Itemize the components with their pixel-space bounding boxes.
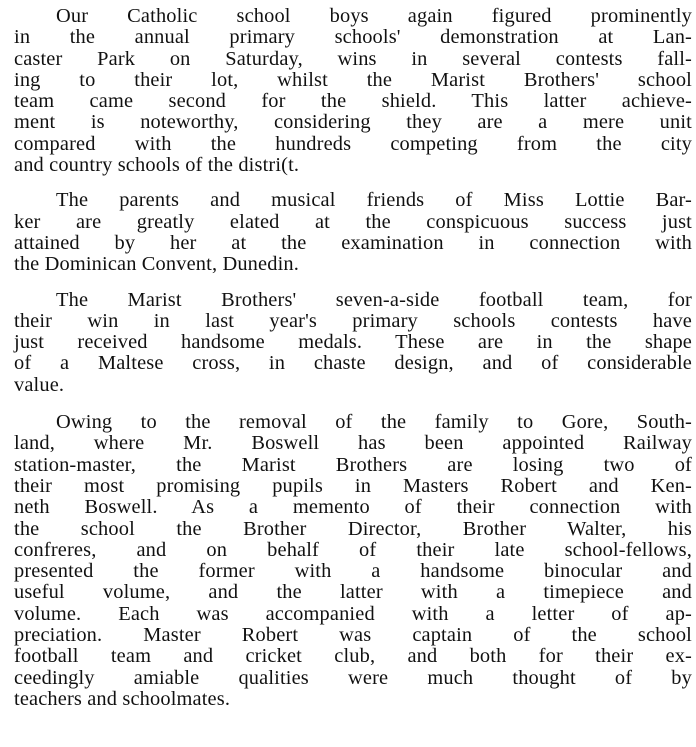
paragraph-spacer bbox=[14, 396, 692, 412]
text-line: attained by her at the examination in connection with bbox=[14, 231, 692, 254]
text-line: in the annual primary schools' demonstration at Lan- bbox=[14, 26, 692, 49]
text-line: volume. Each was accompanied with a letter of ap- bbox=[14, 602, 692, 625]
text-line: ment is noteworthy, considering they are a mere unit bbox=[14, 111, 692, 134]
paragraph-school-demonstration bbox=[14, 6, 692, 176]
paragraph-spacer bbox=[14, 176, 692, 190]
text-line: the Dominican Convent, Dunedin. bbox=[14, 253, 299, 276]
paragraph-football-medals bbox=[14, 290, 692, 396]
text-line: ceedingly amiable qualities were much thought of by bbox=[14, 666, 692, 689]
text-line: teachers and schoolmates. bbox=[14, 687, 231, 710]
text-line: Owing to the removal of the family to Gore, South- bbox=[56, 411, 692, 434]
text-line: useful volume, and the latter with a timepiece and bbox=[14, 581, 692, 604]
text-line: and country schools of the distri(t. bbox=[14, 154, 300, 177]
text-line: The Marist Brothers' seven-a-side football team, for bbox=[56, 288, 692, 311]
text-line: their win in last year's primary schools contests have bbox=[14, 309, 692, 332]
text-line: Our Catholic school boys again figured prominently bbox=[56, 5, 692, 27]
text-line: football team and cricket club, and both for their ex- bbox=[14, 645, 692, 668]
text-line: neth Boswell. As a memento of their connection with bbox=[14, 496, 692, 519]
text-line: ker are greatly elated at the conspicuous success just bbox=[14, 210, 692, 233]
text-line: confreres, and on behalf of their late school-fellows, bbox=[14, 538, 692, 561]
text-line: value. bbox=[14, 373, 65, 396]
paragraph-lottie-barker bbox=[14, 190, 692, 275]
text-line: compared with the hundreds competing from the city bbox=[14, 132, 692, 155]
text-line: land, where Mr. Boswell has been appointed Railway bbox=[14, 432, 692, 455]
text-line: of a Maltese cross, in chaste design, and of considerable bbox=[14, 352, 692, 375]
text-line: just received handsome medals. These are in the shape bbox=[14, 331, 692, 354]
text-line: The parents and musical friends of Miss Lottie Bar- bbox=[56, 189, 692, 212]
paragraph-spacer bbox=[14, 276, 692, 290]
text-line: ing to their lot, whilst the Marist Brothers' school bbox=[14, 68, 692, 91]
text-line: caster Park on Saturday, wins in several contests fall- bbox=[14, 47, 692, 70]
text-line: station-master, the Marist Brothers are losing two of bbox=[14, 453, 692, 476]
text-line: presented the former with a handsome binocular and bbox=[14, 560, 692, 583]
text-line: their most promising pupils in Masters Robert and Ken- bbox=[14, 474, 692, 497]
text-line: preciation. Master Robert was captain of the school bbox=[14, 624, 692, 647]
paragraph-boswell-departure bbox=[14, 412, 692, 710]
text-line: team came second for the shield. This latter achieve- bbox=[14, 90, 692, 113]
text-line: the school the Brother Director, Brother Walter, his bbox=[14, 517, 692, 540]
